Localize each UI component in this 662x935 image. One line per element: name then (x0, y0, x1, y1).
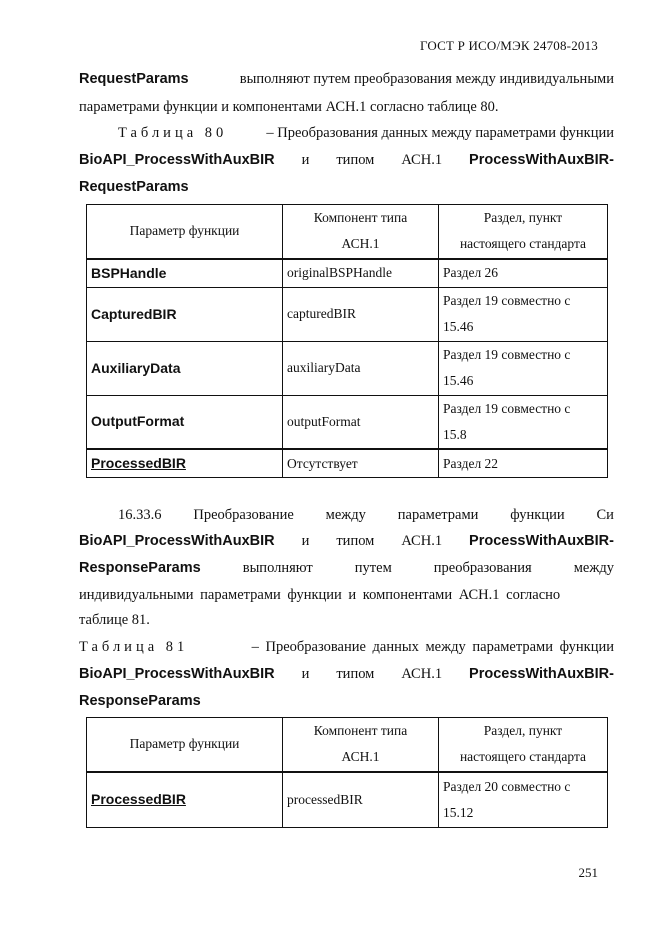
table81-caption-line3 (79, 688, 614, 714)
para2-word: Преобразование (193, 507, 294, 523)
cell-component: Отсутствует (283, 449, 439, 478)
table81-caption-line1 (79, 634, 614, 660)
table80-caption-line2 (79, 147, 614, 173)
table-row (87, 772, 608, 828)
function-name: BioAPI_ProcessWithAuxBIR (79, 533, 275, 549)
type-name-part2: ResponseParams (79, 693, 201, 709)
caption-asn: АСН.1 (401, 666, 443, 682)
cell-component: capturedBIR (283, 287, 439, 341)
cell-param (87, 772, 283, 828)
caption-and: и (301, 152, 310, 168)
page-number: 251 (578, 865, 598, 880)
caption-type: типом (336, 152, 375, 168)
para2-word: Си (596, 507, 614, 523)
cell-param (87, 259, 283, 288)
cell-param (87, 287, 283, 341)
section-l2: 15.46 (443, 373, 474, 388)
request-params-term: RequestParams (79, 71, 189, 87)
cell-section: Раздел 22 (439, 449, 608, 478)
cell-section (439, 772, 608, 828)
header-section-l2: настоящего стандарта (459, 236, 587, 252)
para2-word: выполняют (242, 560, 313, 576)
header-component-l2: АСН.1 (341, 236, 380, 252)
para2-line1 (118, 502, 614, 528)
section-l2: 15.8 (443, 426, 467, 442)
header-section-l1: Раздел, пункт (483, 210, 563, 226)
section-l2: 15.46 (443, 319, 474, 334)
header-component-l1: Компонент типа (313, 210, 408, 226)
para2-word: путем (354, 560, 392, 576)
param-name: CapturedBIR (91, 305, 177, 322)
cell-component: originalBSPHandle (283, 259, 439, 288)
cell-param (87, 395, 283, 449)
type-name-part2: ResponseParams (79, 560, 201, 576)
cell-section: Раздел 26 (439, 259, 608, 288)
header-component (283, 718, 439, 772)
section-l1: Раздел 19 совместно с (443, 400, 571, 416)
type-name-part1: ProcessWithAuxBIR- (469, 152, 614, 168)
section-l1: Раздел 19 совместно с (443, 347, 571, 362)
table-row (87, 259, 608, 288)
param-name: OutputFormat (91, 413, 185, 430)
param-name: ProcessedBIR (91, 791, 186, 808)
header-component-l2: АСН.1 (341, 749, 380, 765)
cell-section (439, 341, 608, 395)
type-name-part1: ProcessWithAuxBIR- (469, 533, 614, 549)
table81-label: Таблица 81 (79, 639, 189, 655)
running-header: ГОСТ Р ИСО/МЭК 24708-2013 (419, 38, 598, 53)
para2-asn: АСН.1 (401, 533, 443, 549)
table80-caption-line3 (79, 174, 614, 200)
cell-param (87, 341, 283, 395)
type-name-part1: ProcessWithAuxBIR- (469, 666, 614, 682)
section-l1: Раздел 20 совместно с (443, 778, 571, 794)
table-row (87, 287, 608, 341)
para2-line2 (79, 528, 614, 554)
cell-component: processedBIR (283, 772, 439, 828)
table-row (87, 449, 608, 478)
table-80 (86, 204, 608, 478)
para2-line3 (79, 555, 614, 581)
param-name: BSPHandle (91, 264, 167, 281)
function-name: BioAPI_ProcessWithAuxBIR (79, 152, 275, 168)
cell-component: auxiliaryData (283, 341, 439, 395)
para1-line1-text: выполняют путем преобразования между индивидуальными (239, 71, 614, 87)
header-section-l1: Раздел, пункт (483, 723, 563, 739)
table80-caption-text: – Преобразования данных между параметрами функции (266, 125, 614, 141)
para1-line2: параметрами функции и компонентами АСН.1 согласно таблице 80. (79, 99, 499, 115)
cell-param (87, 449, 283, 478)
header-section-l2: настоящего стандарта (459, 749, 587, 765)
para1-line1 (79, 66, 614, 92)
cell-component: outputFormat (283, 395, 439, 449)
cell-section (439, 287, 608, 341)
para2-word: функции (510, 507, 565, 523)
header-param: Параметр функции (87, 205, 283, 259)
caption-type: типом (336, 666, 375, 682)
function-name: BioAPI_ProcessWithAuxBIR (79, 666, 275, 682)
para2-word: между (573, 560, 614, 576)
param-name: ProcessedBIR (91, 455, 186, 471)
para2-line4: индивидуальными параметрами функции и компонентами АСН.1 согласно (79, 587, 561, 603)
table81-caption-line2 (79, 661, 614, 687)
para2-word: параметрами (397, 507, 479, 523)
table80-caption-line1 (118, 120, 614, 146)
table81-caption-text: – Преобразование данных между параметрами функции (251, 639, 614, 655)
section-l2: 15.12 (443, 804, 474, 820)
para2-word: преобразования (433, 560, 532, 576)
table80-label: Таблица 80 (118, 125, 228, 141)
param-name: AuxiliaryData (91, 359, 181, 376)
header-param: Параметр функции (87, 718, 283, 772)
type-name-part2: RequestParams (79, 179, 189, 195)
table-row (87, 341, 608, 395)
para2-word: между (325, 507, 366, 523)
caption-asn: АСН.1 (401, 152, 443, 168)
header-section (439, 205, 608, 259)
table-row (87, 395, 608, 449)
para2-and: и (301, 533, 310, 549)
para2-type: типом (336, 533, 375, 549)
header-component (283, 205, 439, 259)
clause-number: 16.33.6 (118, 507, 162, 523)
header-component-l1: Компонент типа (313, 723, 408, 739)
table-81 (86, 717, 608, 828)
header-section (439, 718, 608, 772)
table-header-row (87, 718, 608, 772)
para2-line5: таблице 81. (79, 612, 150, 628)
caption-and: и (301, 666, 310, 682)
cell-section (439, 395, 608, 449)
table-header-row (87, 205, 608, 259)
section-l1: Раздел 19 совместно с (443, 293, 571, 308)
